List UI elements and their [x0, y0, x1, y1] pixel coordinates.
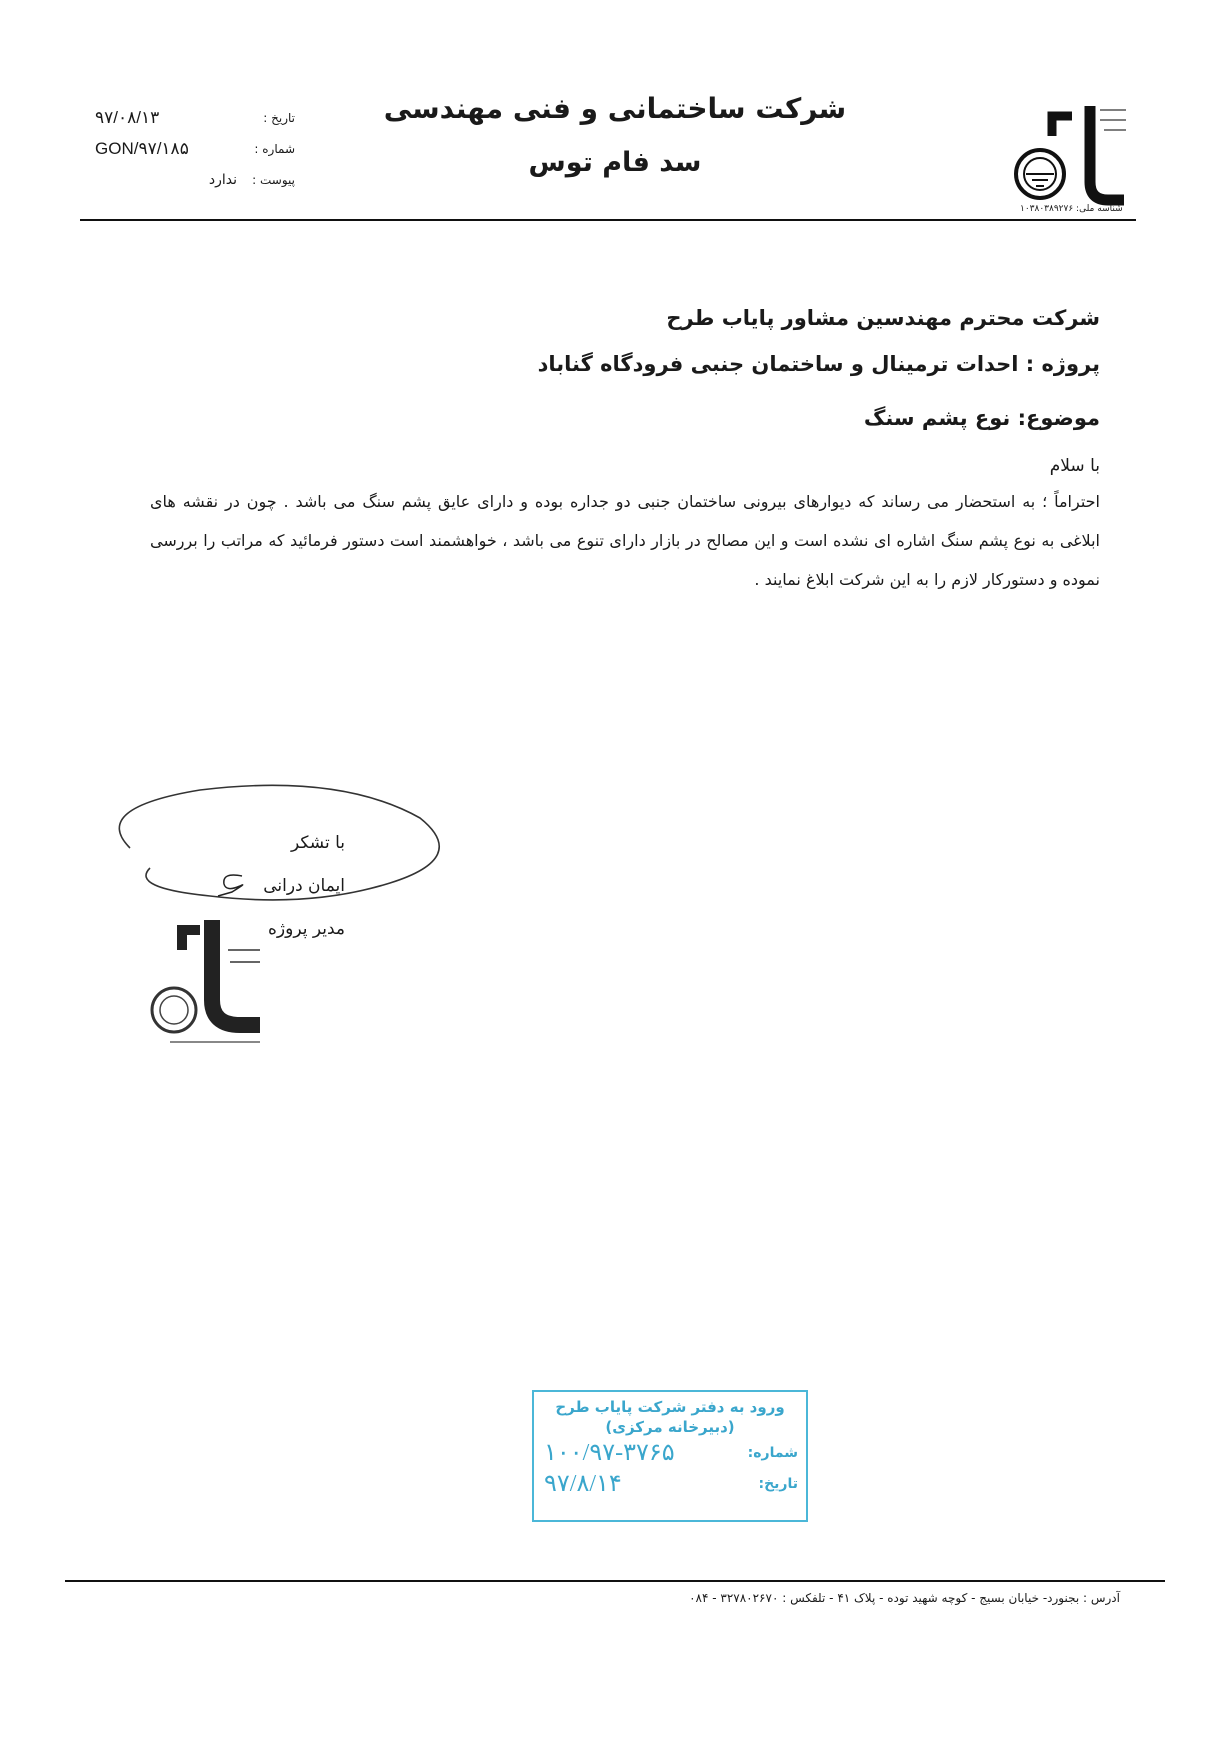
reception-stamp-subtitle: (دبیرخانه مرکزی) — [605, 1418, 735, 1436]
number-value: GON/۹۷/۱۸۵ — [95, 138, 189, 158]
company-stamp-icon — [150, 910, 275, 1050]
date-label: تاریخ : — [263, 110, 295, 125]
date-row — [95, 102, 295, 133]
greeting: با سلام — [1049, 456, 1100, 476]
date-value: ۹۷/۰۸/۱۳ — [95, 107, 160, 127]
footer-divider — [65, 1580, 1165, 1582]
signature-thanks: با تشکر — [291, 833, 345, 853]
reception-number-value: ۱۰۰/۹۷-۳۷۶۵ — [544, 1440, 675, 1466]
number-row — [95, 133, 295, 164]
reception-date-label: تاریخ: — [758, 1475, 798, 1492]
reception-number-row — [534, 1438, 806, 1467]
body-paragraph: احتراماً ؛ به استحضار می رساند که دیوارهای بیرونی ساختمان جنبی دو جداره بوده و دارای عایق پشم سنگ می باشد . چون در نقشه های ابلاغی به نوع پشم سنگ اشاره ای نشده است و این مصالح در بازار دارای تنوع می باشد ، خواهشمند است دستور فرمائید که مراتب را بررسی نموده و دستورکار لازم را به این شرکت ابلاغ نمایند . — [150, 492, 1100, 589]
subject-line: موضوع: نوع پشم سنگ — [863, 406, 1100, 430]
letter-body — [150, 306, 1100, 599]
recipient-line: شرکت محترم مهندسین مشاور پایاب طرح — [666, 306, 1100, 330]
reception-stamp-title: ورود به دفتر شرکت پایاب طرح — [555, 1398, 785, 1416]
reception-date-row — [534, 1469, 806, 1498]
number-label: شماره : — [254, 141, 295, 156]
attachment-value: ندارد — [208, 171, 237, 188]
reception-stamp — [532, 1390, 808, 1522]
national-id: شناسه ملی: ۱۰۳۸۰۳۸۹۲۷۶ — [1020, 204, 1123, 214]
header-divider — [80, 219, 1136, 221]
handwritten-signature-icon — [212, 870, 252, 898]
company-name-line1: شرکت ساختمانی و فنی مهندسی — [383, 92, 847, 125]
reception-date-value: ۹۷/۸/۱۴ — [544, 1471, 622, 1497]
company-name-line2: سد فام توس — [528, 147, 702, 178]
company-name — [380, 92, 850, 178]
signature-name: ایمان درانی — [263, 876, 345, 896]
project-line: پروژه : احدات ترمینال و ساختمان جنبی فرودگاه گناباد — [537, 352, 1100, 376]
header-meta — [95, 102, 295, 195]
signature-title: مدیر پروژه — [268, 919, 345, 939]
attachment-label: پیوست : — [252, 172, 295, 187]
reception-number-label: شماره: — [747, 1444, 798, 1461]
attachment-row — [95, 164, 295, 195]
footer-address: آدرس : بجنورد- خیابان بسیج - کوچه شهید توده - پلاک ۴۱ - تلفکس : ۳۲۷۸۰۲۶۷۰ - ۰۸۴ — [689, 1591, 1120, 1605]
